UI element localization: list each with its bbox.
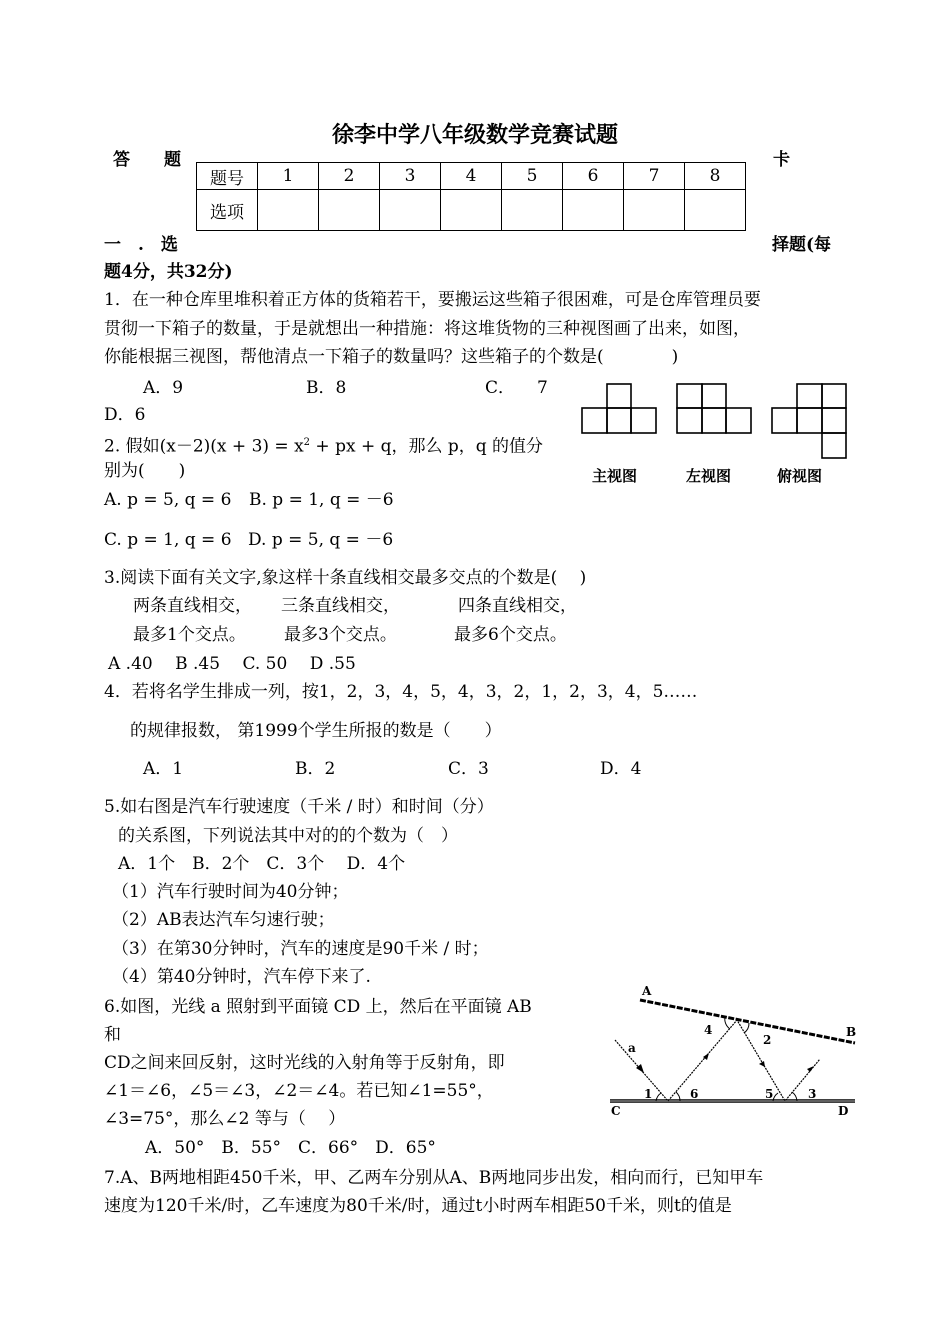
table-header-cell: 1	[258, 163, 319, 190]
question-text: 和	[104, 1025, 121, 1045]
figure-label: 6	[690, 1087, 699, 1101]
mirror-reflection-figure	[600, 980, 870, 1120]
option: D．4	[600, 759, 642, 779]
options: A．50° B．55° C．66° D．65°	[145, 1138, 436, 1158]
section-heading-line2: 题4分，共32分)	[104, 262, 233, 282]
question-text: 6.如图，光线 a 照射到平面镜 CD 上，然后在平面镜 AB	[104, 997, 532, 1017]
figure-label: 3	[808, 1087, 817, 1101]
answer-cell[interactable]	[380, 190, 441, 231]
options: A .40 B .45 C. 50 D .55	[108, 654, 356, 674]
question-text: 7.A、B两地相距450千米，甲、乙两车分别从A、B两地同步出发，相向而行，已知甲车	[104, 1168, 764, 1188]
table-header-cell: 3	[380, 163, 441, 190]
figure-label: 4	[704, 1023, 713, 1037]
figure-label: 俯视图	[777, 467, 823, 485]
question-text	[104, 432, 543, 458]
option-value: 7	[537, 378, 548, 398]
table-row	[197, 163, 746, 190]
table-header-cell: 8	[685, 163, 746, 190]
statement: （4）第40分钟时，汽车停下来了.	[112, 967, 371, 987]
example-text: 三条直线相交，	[281, 596, 400, 616]
option: C．	[485, 378, 516, 398]
question-text-part: 2. 假如(x－2)(x + 3) = x	[104, 436, 304, 457]
answer-card-table	[196, 162, 746, 231]
question-text-part: + px + q，那么 p，q 的值分	[310, 436, 544, 457]
answer-cell[interactable]	[319, 190, 380, 231]
example-text: 四条直线相交，	[458, 596, 577, 616]
question-text: 的关系图，下列说法其中对的的个数为（ ）	[118, 826, 458, 846]
example-text: 两条直线相交，	[133, 596, 252, 616]
option: A．1	[143, 759, 184, 779]
question-text: 的规律报数， 第1999个学生所报的数是（ ）	[130, 721, 502, 741]
statement: （2）AB表达汽车匀速行驶；	[112, 910, 335, 930]
option: D. p = 5, q = －6	[248, 530, 394, 550]
option: B. p = 1, q = －6	[249, 490, 394, 510]
answer-cell[interactable]	[563, 190, 624, 231]
figure-label: A	[642, 984, 652, 998]
table-header-cell: 4	[441, 163, 502, 190]
figure-label: 左视图	[686, 467, 732, 485]
example-text: 最多3个交点。	[284, 625, 397, 645]
option: A. p = 5, q = 6	[104, 490, 232, 510]
example-text: 最多6个交点。	[454, 625, 567, 645]
figure-label: 主视图	[592, 467, 638, 485]
option: B．2	[295, 759, 336, 779]
figure-label: 5	[765, 1087, 774, 1101]
table-header-cell: 6	[563, 163, 624, 190]
figure-label: C	[611, 1104, 621, 1118]
left-view	[677, 384, 751, 433]
question-text: 贯彻一下箱子的数量，于是就想出一种措施：将这堆货物的三种视图画了出来，如图，	[104, 319, 750, 339]
table-row	[197, 190, 746, 231]
section-heading-end: 择题(每	[772, 235, 832, 255]
example-text: 最多1个交点。	[133, 625, 246, 645]
superscript: 2	[303, 437, 311, 448]
statement: （3）在第30分钟时，汽车的速度是90千米 / 时；	[112, 939, 489, 959]
question-text: 3.阅读下面有关文字,象这样十条直线相交最多交点的个数是( )	[104, 568, 587, 588]
figure-label: 1	[644, 1087, 653, 1101]
option: A．9	[143, 378, 184, 398]
answer-card-label: 答 题	[113, 150, 181, 170]
question-text: 速度为120千米/时，乙车速度为80千米/时，通过t小时两车相距50千米，则t的值是	[104, 1196, 732, 1216]
question-text: CD之间来回反射，这时光线的入射角等于反射角，即	[104, 1053, 505, 1073]
figure-label: D	[838, 1104, 849, 1118]
answer-card-label-end: 卡	[773, 150, 790, 170]
top-view	[772, 384, 846, 458]
answer-cell[interactable]	[624, 190, 685, 231]
table-header-cell: 7	[624, 163, 685, 190]
question-text: 别为( )	[104, 461, 186, 481]
mirror-ab	[640, 1000, 855, 1043]
figure-label: a	[628, 1041, 636, 1055]
answer-cell[interactable]	[502, 190, 563, 231]
option: D．6	[104, 405, 146, 425]
question-text: 你能根据三视图，帮他清点一下箱子的数量吗？这些箱子的个数是( )	[104, 347, 679, 367]
table-header-cell: 5	[502, 163, 563, 190]
question-text: ∠3=75°，那么∠2 等与（ ）	[104, 1109, 346, 1129]
section-heading: 一 . 选	[104, 235, 178, 255]
table-header-cell: 题号	[197, 163, 258, 190]
answer-cell[interactable]	[685, 190, 746, 231]
table-header-cell: 2	[319, 163, 380, 190]
question-text: 5.如右图是汽车行驶速度（千米 / 时）和时间（分）	[104, 797, 494, 817]
statement: （1）汽车行驶时间为40分钟；	[112, 882, 349, 902]
answer-cell[interactable]	[258, 190, 319, 231]
question-text: 4．若将名学生排成一列，按1，2，3，4，5，4，3，2，1，2，3，4，5……	[104, 682, 698, 702]
options: A．1个 B．2个 C．3个 D．4个	[118, 854, 406, 874]
answer-cell[interactable]	[441, 190, 502, 231]
option: C．3	[448, 759, 489, 779]
option: B．8	[306, 378, 347, 398]
front-view	[582, 384, 656, 433]
option: C. p = 1, q = 6	[104, 530, 232, 550]
page-title: 徐李中学八年级数学竞赛试题	[331, 122, 618, 148]
figure-label: 2	[763, 1033, 772, 1047]
arrow-icon	[636, 1053, 814, 1073]
question-text: 1．在一种仓库里堆积着正方体的货箱若干，要搬运这些箱子很困难，可是仓库管理员要	[104, 290, 761, 310]
row-label: 选项	[197, 190, 258, 231]
three-views-figure	[570, 375, 860, 490]
figure-label: B	[846, 1025, 857, 1039]
question-text: ∠1＝∠6，∠5＝∠3，∠2＝∠4。若已知∠1=55°，	[104, 1081, 494, 1101]
